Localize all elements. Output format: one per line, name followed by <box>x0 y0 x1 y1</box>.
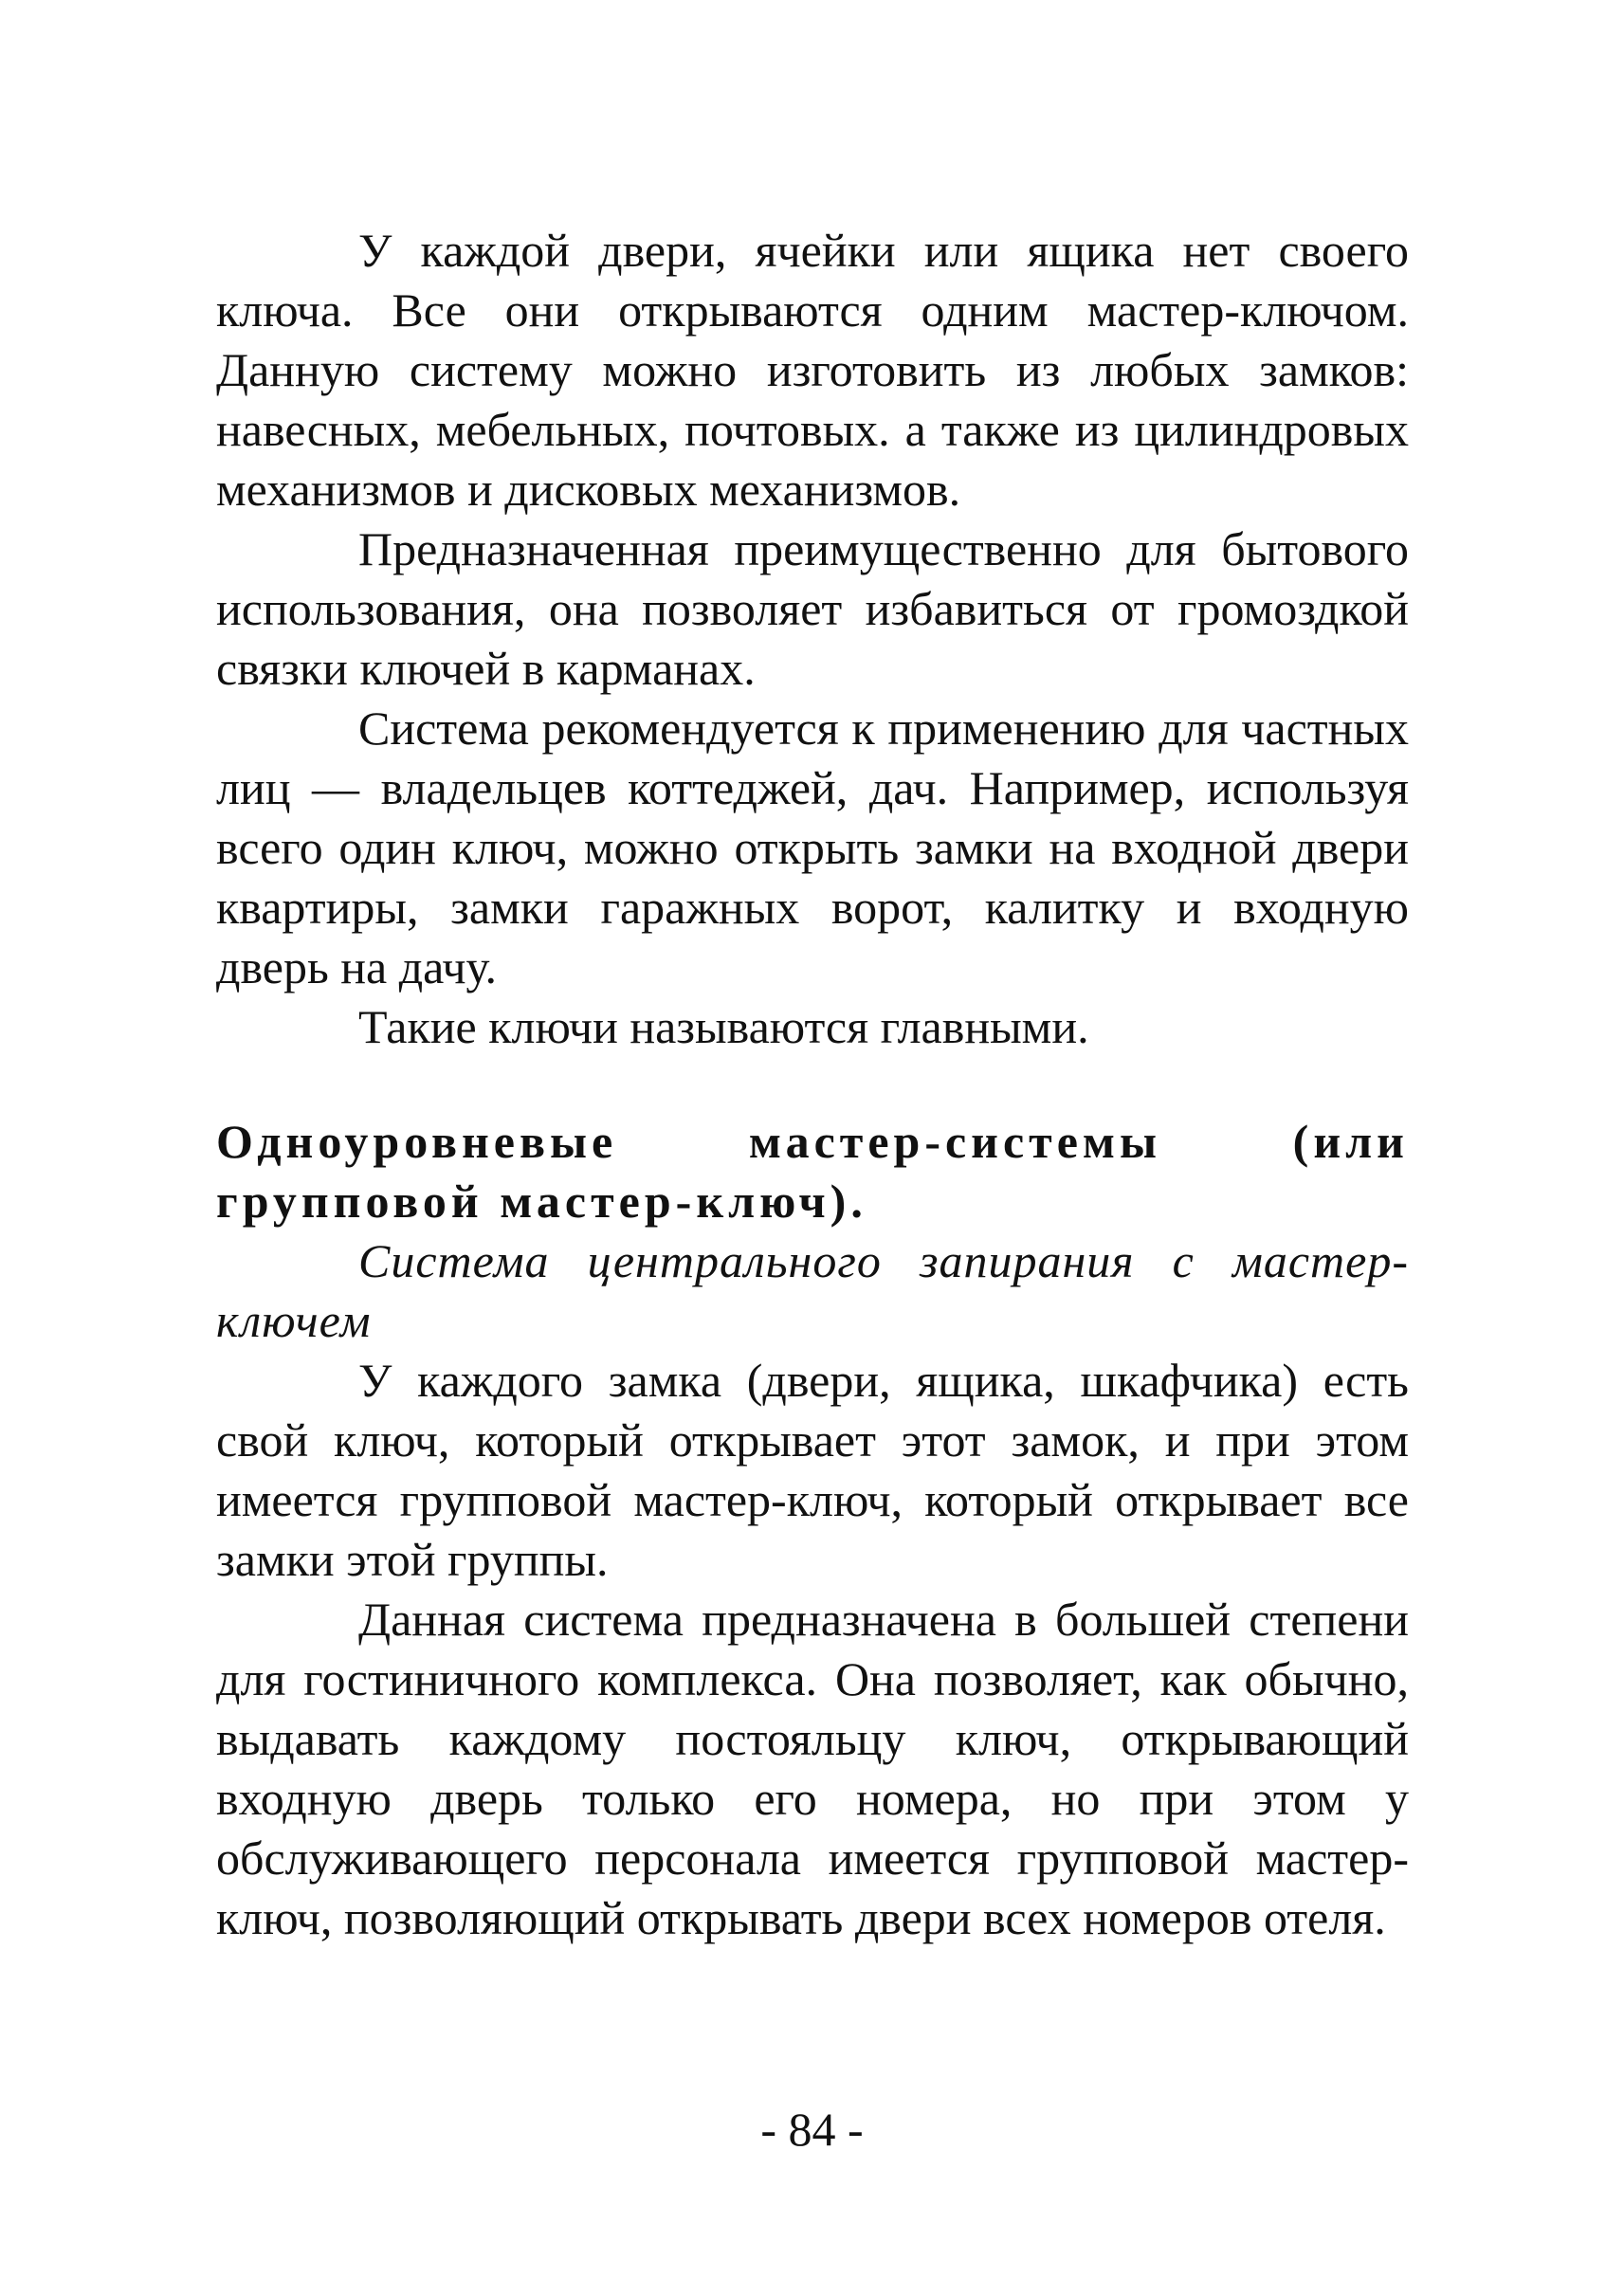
section-paragraph-2: Данная система предназначена в большей степени для гостиничного комплекса. Она позволяет, как обычно, выдавать каждому постояльцу ключ, открывающий входную дверь только его номера, но при этом у обслуживающего персонала имеется групповой мастер-ключ, позволяющий открывать двери всех номеров отеля. <box>216 1593 1409 1944</box>
section-heading: Одноуровневые мастер-системы (или групповой мастер-ключ). <box>216 1115 1409 1228</box>
section-subheading: Система центрального запирания с мастер-ключем <box>216 1234 1409 1347</box>
paragraph-1: У каждой двери, ячейки или ящика нет своего ключа. Все они открываются одним мастер-ключом. Данную систему можно изготовить из любых замков: навесных, мебельных, почтовых. а также из цилиндровых механизмов и дисковых механизмов. <box>216 224 1409 516</box>
paragraph-4: Такие ключи называются главными. <box>358 1000 1089 1053</box>
page-number: - 84 - <box>760 2103 864 2156</box>
section-block <box>216 1112 1409 1948</box>
paragraph-3: Система рекомендуется к применению для частных лиц — владельцев коттеджей, дач. Например, используя всего один ключ, можно открыть замки на входной двери квартиры, замки гаражных ворот, калитку и входную дверь на дачу. <box>216 702 1409 993</box>
top-text-block <box>216 221 1409 1057</box>
section-paragraph-1: У каждого замка (двери, ящика, шкафчика) есть свой ключ, который открывает этот замок, и при этом имеется групповой мастер-ключ, который открывает все замки этой группы. <box>216 1354 1409 1586</box>
paragraph-2: Предназначенная преимущественно для бытового использования, она позволяет избавиться от громоздкой связки ключей в карманах. <box>216 522 1409 695</box>
